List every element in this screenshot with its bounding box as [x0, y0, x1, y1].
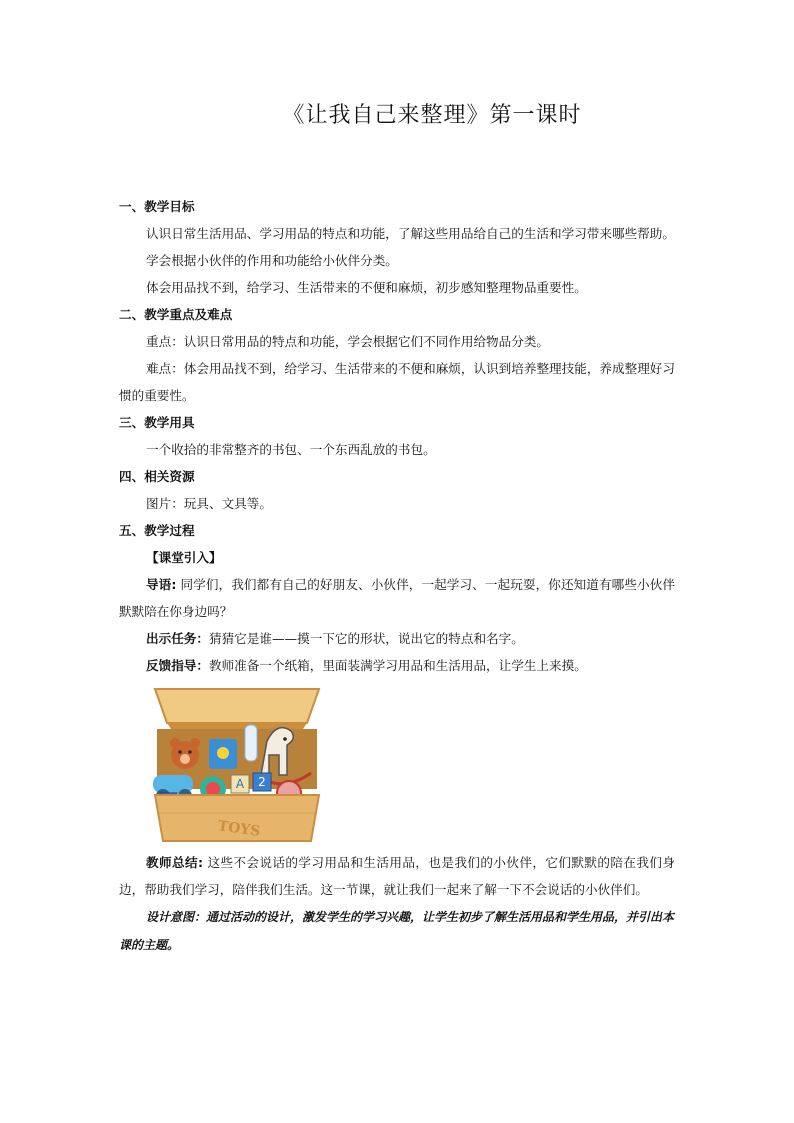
paragraph: 图片：玩具、文具等。	[146, 496, 272, 511]
paragraph-feedback	[119, 652, 675, 679]
feedback-label: 反馈指导：	[146, 658, 209, 673]
page-title: 《让我自己来整理》第一课时	[282, 103, 582, 128]
section-heading-tools: 三、教学用具	[119, 415, 195, 430]
block-letter: A	[235, 777, 245, 791]
block-number: 2	[258, 775, 266, 789]
paragraph: 一个收拾的非常整齐的书包、一个东西乱放的书包。	[146, 442, 436, 457]
paragraph-summary	[119, 849, 675, 903]
paragraph: 体会用品找不到，给学习、生活带来的不便和麻烦，初步感知整理物品重要性。	[146, 280, 587, 295]
paragraph-task	[119, 625, 675, 652]
summary-text: 这些不会说话的学习用品和生活用品，也是我们的小伙伴，它们默默的陪在我们身边，帮助我们学习，陪伴我们生活。这一节课，就让我们一起来了解一下不会说话的小伙伴们。	[119, 855, 675, 897]
paragraph-guide	[119, 571, 675, 625]
feedback-text: 教师准备一个纸箱，里面装满学习用品和生活用品，让学生上来摸。	[208, 658, 587, 673]
document-body	[119, 193, 675, 959]
section-heading-resources: 四、相关资源	[119, 469, 195, 484]
paragraph: 重点：认识日常用品的特点和功能，学会根据它们不同作用给物品分类。	[146, 334, 549, 349]
summary-label: 教师总结:	[146, 855, 204, 870]
box-lid	[155, 689, 319, 723]
section-heading-goals: 一、教学目标	[119, 199, 195, 214]
section-heading-process: 五、教学过程	[119, 523, 195, 538]
guide-label: 导语:	[146, 577, 177, 592]
guide-text: 同学们，我们都有自己的好朋友、小伙伴，一起学习、一起玩耍，你还知道有哪些小伙伴默默陪在你身边吗？	[119, 577, 675, 619]
task-text: 猜猜它是谁——摸一下它的形状，说出它的特点和名字。	[208, 631, 524, 646]
subheading-intro: 【课堂引入】	[146, 550, 222, 565]
paragraph: 难点：体会用品找不到，给学习、生活带来的不便和麻烦，认识到培养整理技能，养成整理好习惯的重要性。	[119, 361, 675, 403]
paragraph: 认识日常生活用品、学习用品的特点和功能，了解这些用品给自己的生活和学习带来哪些帮助。	[146, 226, 675, 241]
toy-box-illustration	[147, 683, 327, 843]
design-intent-note: 设计意图：通过活动的设计，激发学生的学习兴趣，让学生初步了解生活用品和学生用品，并引出本课的主题。	[119, 910, 675, 952]
task-label: 出示任务：	[146, 631, 209, 646]
section-heading-key-points: 二、教学重点及难点	[119, 307, 233, 322]
box-label: TOYS	[216, 818, 262, 840]
paragraph: 学会根据小伙伴的作用和功能给小伙伴分类。	[146, 253, 398, 268]
baby-bottle-icon	[245, 725, 257, 761]
toy-box-image	[147, 683, 327, 843]
